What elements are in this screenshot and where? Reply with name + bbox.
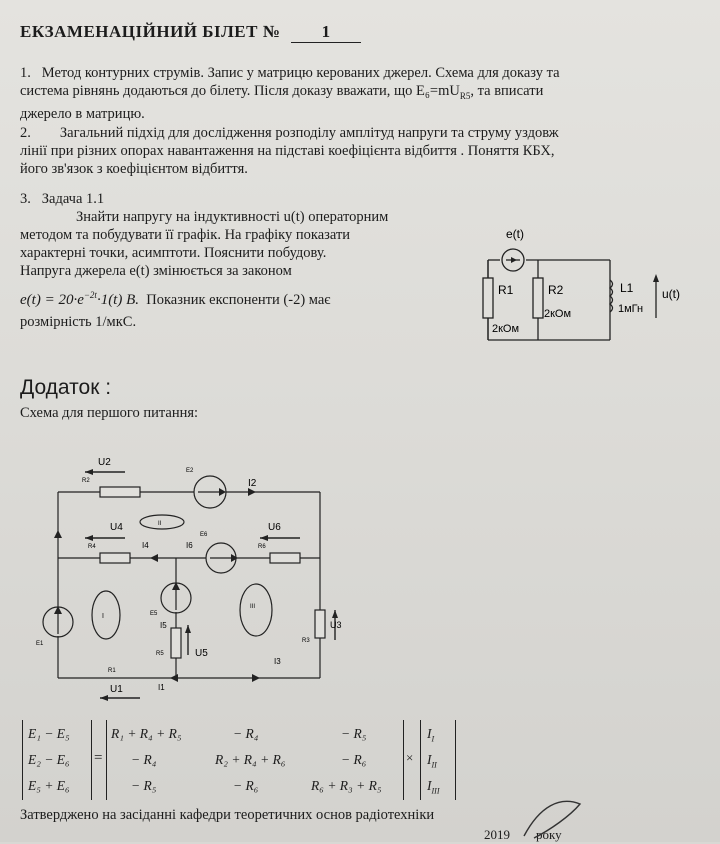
m-2-2: R₂ + R₄ + R₆: [215, 752, 286, 767]
label-u3: U3: [330, 620, 342, 630]
year-value: 2019: [484, 827, 510, 842]
label-i5: I5: [160, 621, 167, 630]
m-1-3: − R₅: [341, 726, 367, 741]
l1-value: 1мГн: [618, 303, 644, 315]
m-3-1: − R₅: [131, 778, 157, 793]
u-arrow-icon: [653, 274, 659, 282]
q3-line-2: методом та побудувати її графік. На графіку показати: [20, 227, 351, 243]
r5-resistor: [171, 628, 181, 658]
r4-resistor: [100, 553, 130, 563]
rhs-3: I: [427, 778, 432, 793]
loop-i: [92, 591, 120, 639]
r1-resistor: [483, 278, 493, 318]
label-e5: E5: [150, 611, 158, 617]
rhs-1: I: [427, 726, 432, 741]
q3-line-3: характерні точки, асимптоти. Пояснити побудову.: [20, 245, 327, 261]
q1-number: 1.: [20, 65, 31, 81]
rhs-2-sub: II: [431, 760, 437, 770]
q3-formula: e(t) = 20·e: [20, 291, 84, 308]
circuit-rl-diagram: [480, 222, 720, 352]
label-i1: I1: [158, 683, 165, 692]
q1-line-3: джерело в матрицю.: [20, 105, 145, 122]
label-i3: I3: [274, 657, 281, 666]
m-2-1: − R₄: [131, 752, 157, 767]
m-3-2: − R₆: [233, 778, 259, 793]
loop-ii: [140, 515, 184, 529]
lhs-1: E₁ − E₅: [28, 726, 70, 741]
rhs-3-sub: III: [431, 786, 440, 796]
q3-last-line: розмірність 1/мкС.: [20, 313, 137, 330]
q3-formula-tail: ·1(t) В.: [96, 291, 140, 308]
q1-line-1: Метод контурних струмів. Запис у матрицю керованих джерел. Схема для доказу та: [41, 65, 560, 81]
q3-line-1: Знайти напругу на індуктивності u(t) операторним: [76, 209, 389, 225]
appendix-title: Додаток :: [20, 376, 112, 399]
label-r5: R5: [156, 651, 164, 657]
q1-line-2: система рівнянь додаються до білету. Після доказу вважати, що E₆=mU: [20, 83, 460, 99]
title-text: ЕКЗАМЕНАЦІЙНИЙ БІЛЕТ №: [20, 22, 281, 41]
q1-tail: , та вписати: [470, 83, 544, 99]
label-u4: U4: [110, 522, 123, 533]
rhs-2: I: [427, 752, 432, 767]
r2-resistor: [533, 278, 543, 318]
q3-formula-exp: −2t: [83, 290, 97, 300]
lhs-2: E₂ − E₆: [28, 752, 70, 767]
m-1-1: R₁ + R₄ + R₅: [111, 726, 182, 741]
label-u1: U1: [110, 684, 123, 695]
question-3: [20, 190, 480, 331]
label-e6: E6: [200, 532, 208, 538]
source-label: e(t): [506, 227, 524, 241]
resistance-matrix: [106, 720, 404, 800]
label-i6: I6: [186, 541, 193, 550]
q2-line-3: його зв'язок з коефіцієнтом відбиття.: [20, 161, 248, 177]
m-1-2: − R₄: [233, 726, 259, 741]
current-vector: [420, 720, 456, 800]
appendix-subtitle: Схема для першого питання:: [20, 405, 199, 421]
label-r1: R1: [108, 668, 116, 674]
r2-value: 2кОм: [544, 308, 572, 320]
label-r6: R6: [258, 544, 266, 550]
equals-sign: =: [94, 750, 103, 766]
q3-heading: Задача 1.1: [41, 191, 105, 207]
label-u6: U6: [268, 522, 281, 533]
lhs-column: [22, 720, 92, 800]
signature: [520, 796, 600, 842]
approval-note: Затверджено на засіданні кафедри теоретичних основ радіотехніки: [20, 807, 435, 823]
times-sign: ×: [406, 750, 414, 765]
label-loop-i: I: [102, 613, 104, 620]
m-2-3: − R₆: [341, 752, 367, 767]
year-word: року: [536, 827, 562, 842]
label-r4: R4: [88, 544, 96, 550]
label-i2: I2: [248, 478, 257, 489]
question-2: [20, 124, 710, 178]
r1-label: R1: [498, 283, 514, 297]
r3-resistor: [315, 610, 325, 638]
page-title: [20, 22, 361, 43]
rhs-1-sub: I: [431, 734, 435, 744]
label-r3: R3: [302, 638, 310, 644]
q1-subscript: R5: [459, 90, 471, 101]
r2-resistor: [100, 487, 140, 497]
question-1: [20, 64, 710, 123]
output-label: u(t): [662, 287, 680, 301]
q3-line-4: Напруга джерела e(t) змінюється за законом: [20, 263, 292, 279]
q3-number: 3.: [20, 191, 31, 207]
loop-iii: [240, 584, 272, 636]
q2-number: 2.: [20, 125, 31, 141]
label-u2: U2: [98, 457, 111, 468]
label-iii: III: [250, 604, 256, 610]
l1-label: L1: [620, 281, 634, 295]
r6-resistor: [270, 553, 300, 563]
label-e1: E1: [36, 641, 44, 647]
q2-line-1: Загальний підхід для дослідження розподілу амплітуд напруги та струму уздовж: [59, 125, 559, 141]
q2-line-2: лінії при різних опорах навантаження на підставі коефіцієнта відбиття . Поняття КБХ,: [20, 143, 555, 159]
lhs-3: E₅ + E₆: [28, 778, 70, 793]
label-i4: I4: [142, 541, 149, 550]
ticket-number: 1: [291, 22, 361, 43]
loop-circuit-diagram: [30, 450, 360, 710]
label-ii: II: [158, 521, 162, 527]
r1-value: 2кОм: [492, 323, 520, 335]
r2-label: R2: [548, 283, 564, 297]
q3-after-formula: Показник експоненти (-2) має: [146, 291, 331, 308]
label-r2: R2: [82, 478, 90, 484]
matrix-equation: [22, 720, 492, 802]
label-e2: E2: [186, 468, 194, 474]
label-u5: U5: [195, 648, 208, 659]
m-3-3: R₆ + R₃ + R₅: [311, 778, 382, 793]
